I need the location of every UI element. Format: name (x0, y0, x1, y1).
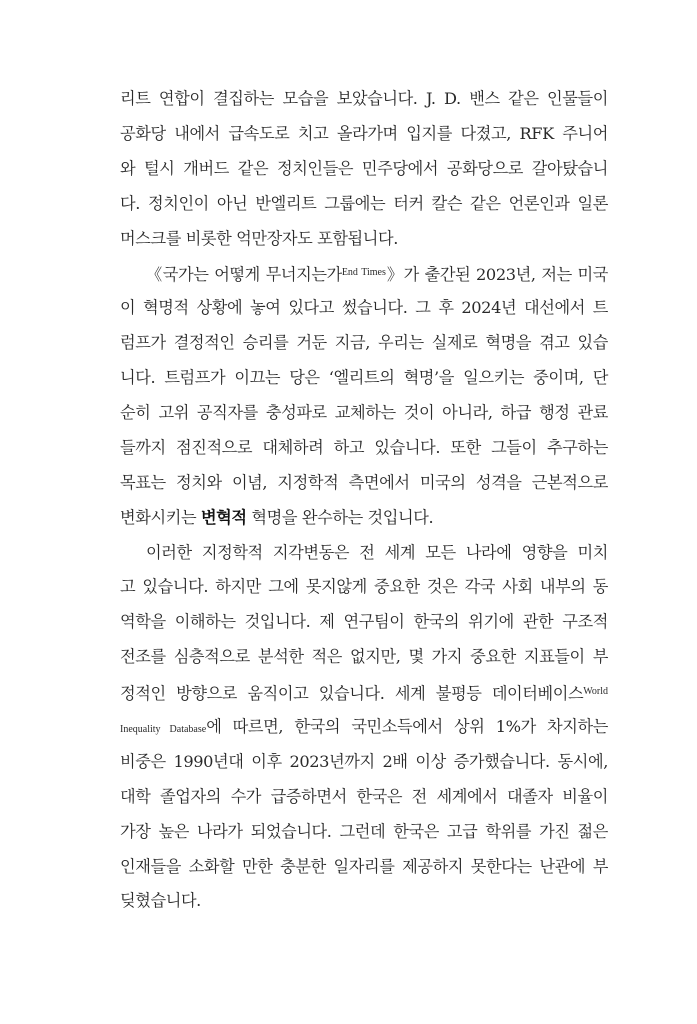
text-line: 공화당 내에서 급속도로 치고 올라가며 입지를 다졌고, RFK 주니어 (120, 123, 608, 143)
text-line (120, 501, 608, 536)
text-line: 이 혁명적 상황에 놓여 있다고 썼습니다. 그 후 2024년 대선에서 트 (120, 298, 608, 318)
text-line: 딪혔습니다. (120, 891, 201, 911)
text-line: 순히 고위 공직자를 충성파로 교체하는 것이 아니라, 하급 행정 관료 (120, 403, 608, 423)
text-line: 다. 정치인이 아닌 반엘리트 그룹에는 터커 칼슨 같은 언론인과 일론 (120, 193, 608, 213)
paragraph-1 (120, 82, 608, 256)
english-term-annotation: Inequality Database (120, 724, 207, 736)
text-line: 머스크를 비롯한 억만장자도 포함됩니다. (120, 228, 399, 248)
original-title-annotation: End Times (341, 267, 386, 279)
text-line: 가장 높은 나라가 되었습니다. 그런데 한국은 고급 학위를 가진 젊은 (120, 821, 608, 841)
text-line: 비중은 1990년대 이후 2023년까지 2배 이상 증가했습니다. 동시에, (120, 751, 608, 771)
text-line (120, 256, 608, 291)
paragraph-2 (120, 256, 608, 535)
text-line: 대학 졸업자의 수가 급증하면서 한국은 전 세계에서 대졸자 비율이 (120, 786, 608, 806)
text-line: 리트 연합이 결집하는 모습을 보았습니다. J. D. 밴스 같은 인물들이 (120, 89, 608, 108)
text-line: 들까지 점진적으로 대체하려 하고 있습니다. 또한 그들이 추구하는 (120, 437, 608, 457)
text-line: 이러한 지정학적 지각변동은 전 세계 모든 나라에 영향을 미치 (146, 542, 608, 562)
text-line: 인재들을 소화할 만한 충분한 일자리를 제공하지 못한다는 난관에 부 (120, 856, 608, 876)
text-span: 》가 출간된 2023년, 저는 미국 (385, 265, 609, 285)
text-line: 럼프가 결정적인 승리를 거둔 지금, 우리는 실제로 혁명을 겪고 있습 (120, 333, 608, 353)
text-span: 혁명을 완수하는 것입니다. (246, 507, 434, 527)
bold-emphasis: 변혁적 (200, 507, 247, 527)
text-line: 고 있습니다. 하지만 그에 못지않게 중요한 것은 각국 사회 내부의 동 (120, 577, 608, 597)
english-term-annotation: World (583, 686, 608, 698)
text-line: 역학을 이해하는 것입니다. 제 연구팀이 한국의 위기에 관한 구조적 (120, 612, 608, 632)
book-title-text: 《국가는 어떻게 무너지는가 (146, 265, 342, 285)
text-span: 에 따르면, 한국의 국민소득에서 상위 1%가 차지하는 (206, 717, 609, 737)
text-span: 정적인 방향으로 움직이고 있습니다. 세계 불평등 데이터베이스 (120, 684, 584, 704)
text-line: 와 털시 개버드 같은 정치인들은 민주당에서 공화당으로 갈아탔습니 (120, 158, 608, 178)
text-span: 변화시키는 (120, 507, 201, 527)
text-line: 목표는 정치와 이념, 지정학적 측면에서 미국의 성격을 근본적으로 (120, 472, 608, 492)
paragraph-3 (120, 536, 608, 920)
text-line: 전조를 심층적으로 분석한 적은 없지만, 몇 가지 중요한 지표들이 부 (120, 647, 608, 667)
text-line: 니다. 트럼프가 이끄는 당은 ‘엘리트의 혁명’을 일으키는 중이며, 단 (120, 368, 608, 388)
book-page (120, 82, 608, 919)
text-line (120, 675, 608, 710)
text-line (120, 710, 608, 745)
